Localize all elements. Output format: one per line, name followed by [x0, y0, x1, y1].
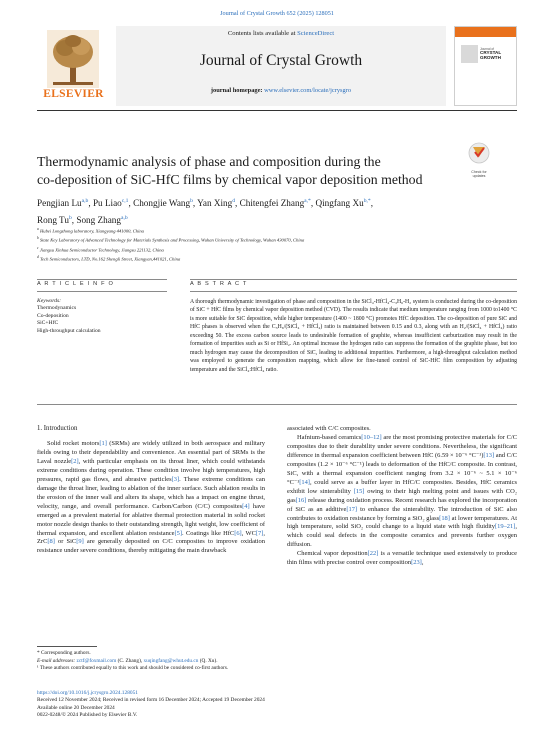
- journal-info-box: [116, 26, 446, 106]
- citation-link[interactable]: [9]: [76, 538, 84, 546]
- citation-link[interactable]: [16]: [295, 496, 307, 504]
- header-rule: [37, 110, 517, 111]
- intro-paragraph-cont: associated with C/C composites.: [287, 425, 371, 432]
- cover-title-word1: CRYSTAL: [480, 50, 502, 55]
- author-sep: ,: [71, 215, 77, 226]
- author[interactable]: [240, 198, 316, 208]
- author[interactable]: [133, 198, 197, 208]
- text-run: are the most promising protective materials for C/C composites due to their durability under severe conditions. Nevertheless, the significant difference in thermal expansion coefficient between HfC (6.59 × 10⁻⁶ °C⁻¹): [287, 433, 517, 459]
- email-link-2[interactable]: xuqingfang@whut.edu.cn: [143, 657, 199, 664]
- footnote-rule: [37, 646, 97, 647]
- text-run: have emerged as a prevalent material for ablative thermal protection material in solid rocket motor nozzle design thanks to their outstanding strength, light weight, low coefficient of thermal expansion, and excellent ablation resistance: [37, 502, 265, 537]
- intro-paragraph-3: [287, 550, 517, 568]
- author-name: Yan Xing: [197, 198, 233, 209]
- affiliation-text: State Key Laboratory of Advanced Technology for Materials Synthesis and Processing, Wuhan University of Technology, Wuhan 430070, China: [39, 237, 305, 243]
- check-for-updates-badge[interactable]: [466, 141, 492, 178]
- journal-cover-thumbnail[interactable]: [454, 26, 517, 106]
- author-sep: ,: [88, 198, 93, 209]
- citation-link[interactable]: [19–21]: [495, 523, 516, 531]
- text-run: or SiC: [54, 538, 77, 546]
- email-label: E-mail addresses:: [37, 657, 77, 664]
- journal-title[interactable]: Journal of Crystal Growth: [199, 52, 363, 69]
- author-name: Pengjian Lu: [37, 198, 82, 209]
- affiliation: [37, 254, 507, 263]
- text-run: , WC: [241, 529, 256, 537]
- article-info-heading: A R T I C L E I N F O: [37, 281, 115, 287]
- intro-paragraph-1: [37, 440, 265, 556]
- author[interactable]: [37, 198, 93, 208]
- homepage-link[interactable]: www.elsevier.com/locate/jcrysgro: [264, 87, 352, 94]
- affiliation: [37, 235, 507, 244]
- text-run: Hafnium-based ceramics: [297, 433, 362, 441]
- citation-link[interactable]: [8]: [47, 538, 55, 546]
- journal-citation[interactable]: Journal of Crystal Growth 652 (2025) 128051: [220, 10, 334, 17]
- check-updates-line1: Check for: [471, 170, 487, 174]
- affiliation-sup: d: [37, 254, 39, 259]
- text-run: , with particular emphasis on its throat liner, which could withstands extreme conditions during operation. These condition involve high temperatures, high pressures, rapid gas flows, and abrasive particles: [37, 457, 266, 483]
- citation-link[interactable]: [18]: [439, 514, 450, 522]
- author-sup: b: [190, 198, 193, 204]
- abstract-end-rule: [37, 404, 517, 405]
- citation-link[interactable]: [3]: [171, 475, 180, 483]
- abstract-rule-bottom: [190, 291, 517, 292]
- text-run: and C/C composites (1.2 × 10⁻⁶ °C⁻¹) leads to deformation of the HfC/C composite. In contrast, SiC, with a thermal expansion coefficient ranging from 3.2 × 10⁻⁶ ~ 5.1 × 10⁻⁶ °C⁻¹: [287, 451, 518, 486]
- intro-paragraph-2: [287, 434, 517, 550]
- text-run: (SRMs) are widely utilized in both aerospace and military fields owing to their dependability and convenience. An essential part of SRMs is the Laval nozzle: [37, 440, 266, 465]
- copyright: 0022-0248/© 2024 Published by Elsevier B.V.: [37, 712, 138, 719]
- author[interactable]: [315, 198, 373, 208]
- article-info-rule-top: [37, 279, 167, 280]
- corresponding-author-note: * Corresponding authors.: [37, 650, 91, 656]
- keywords-label: Keywords:: [37, 298, 62, 304]
- author[interactable]: [93, 198, 133, 208]
- text-run: Chemical vapor deposition: [297, 550, 368, 558]
- elsevier-logo[interactable]: [37, 26, 110, 106]
- elsevier-tree-icon: [47, 30, 99, 88]
- text-run: , could serve as a buffer layer in HfC/C composites. Besides, HfC ceramics exhibit low sinterability: [287, 478, 517, 495]
- author-sup: c,1: [121, 198, 129, 204]
- keyword: High-throughput calculation: [37, 327, 101, 334]
- author-name: Chitengfei Zhang: [239, 198, 305, 209]
- author-sep: ,: [370, 198, 373, 209]
- author[interactable]: [37, 215, 76, 225]
- affiliation-text: Tech Semiconductors, LTD, No.162 Shengli Street, Xiangyan,441021, China: [39, 256, 181, 262]
- doi-link[interactable]: https://doi.org/10.1016/j.jcrysgro.2024.128051: [37, 690, 138, 696]
- article-footer: [37, 690, 437, 720]
- author-sup: b,*: [363, 198, 371, 204]
- author-sep: ,: [310, 198, 316, 209]
- author[interactable]: [197, 198, 239, 208]
- publisher-name: ELSEVIER: [43, 88, 104, 100]
- keyword: Co-deposition: [37, 312, 69, 319]
- author-sup: d: [232, 198, 236, 204]
- citation-link[interactable]: [23]: [411, 559, 422, 567]
- journal-homepage: [116, 87, 446, 94]
- footnotes: [37, 650, 437, 673]
- affiliations: [37, 226, 507, 263]
- affiliation-sup: b: [37, 236, 39, 241]
- citation-link[interactable]: [10–12]: [361, 433, 382, 441]
- text-run: ,: [421, 559, 424, 567]
- article-title: [37, 153, 457, 188]
- contents-line: [116, 30, 446, 37]
- author[interactable]: [76, 215, 127, 225]
- keyword: SiC+HfC: [37, 320, 59, 327]
- sciencedirect-link[interactable]: ScienceDirect: [297, 30, 335, 37]
- keywords-block: [37, 298, 167, 335]
- received-dates: Received 12 November 2024; Received in revised form 16 December 2024; Accepted 19 December 2024: [37, 697, 265, 704]
- author-sep: ,: [192, 198, 198, 209]
- abstract-text: A thorough thermodynamic investigation of phase and composition in the SiCl₄-HfCl₄-C₃H₆-H₂ system is conducted during the co-deposition of SiC + HfC films by chemical vapor deposition method (CVD). The results indicate that medium temperature ranging from 1000 to1400 °C is more suitable for SiC deposition, while higher temperature (1400 ~ 1800 °C) promotes HfC deposition. The co-deposition of pure SiC and HfC phases is observed when the C₃H₆/(SiCl₄ + HfCl₄) ratio is maintained between 0.15 and 0.3, along with an H₂/(SiCl₄ + HfCl₄) ratio exceeding 50. The excess carbon source leads to undesirable formation of graphite, whereas insufficient carburization may result in the formation of impurities such as Si or HfSi₂. An optimal increase the hydrogen ratio can suppress the formation of the graphite phase, but too much hydrogen may cause the decomposition of SiC, leading to additional impurities. Furthermore, a high-throughput calculation method was employed to generate the composition mapping, which allow for fine-tuned control of SiC-HfC film composition by adjusting temperature and the SiCl₄:HfCl₄ ratio.: [190, 299, 517, 373]
- citation-link[interactable]: [15]: [353, 487, 365, 495]
- citation-link[interactable]: [1]: [99, 440, 107, 447]
- abstract-rule-top: [190, 279, 517, 280]
- text-run: is a versatile technique used extensively to produce thin films with precise control over composition: [287, 550, 517, 567]
- text-run: . These extreme conditions can damage the throat liner, leading to ablation of the inner surface. Such ablation results in the erosion of the inner wall and alters its shape, which has a impact on engine thrust, velocity, range, and overall performance. Carbon/Carbon (C/C) composites: [37, 475, 265, 510]
- citation-link[interactable]: [14]: [299, 478, 310, 486]
- check-updates-icon: [466, 141, 492, 165]
- citation-link[interactable]: [22]: [367, 550, 379, 558]
- author-sup: a,*: [304, 198, 311, 204]
- citation-link[interactable]: [4]: [242, 502, 250, 510]
- citation-link[interactable]: [5]: [174, 529, 183, 537]
- author-name: Song Zhang: [76, 215, 121, 226]
- text-run: owing to their high melting point and issues with CO₂ gas: [287, 487, 517, 504]
- email-note-1: (C. Zhang),: [116, 657, 144, 664]
- citation-link[interactable]: [7]: [255, 529, 264, 537]
- author-sup: b: [68, 215, 72, 222]
- author-name: Rong Tu: [37, 215, 69, 226]
- article-title-line2: co-deposition of SiC-HfC films by chemical vapor deposition method: [37, 171, 423, 187]
- affiliation-text: Jiangsu Xinhua Semiconductor Technology, Jiangsu 221132, China: [39, 247, 164, 253]
- cover-title-word2: GROWTH: [480, 54, 501, 60]
- journal-banner: [37, 26, 517, 106]
- article-title-line1: Thermodynamic analysis of phase and composition during the: [37, 154, 381, 169]
- cover-title-prefix: Journal of: [480, 47, 494, 51]
- text-run: to enhance the sinterability. The introduction of SiC also contributes to oxidation resistance by forming a SiO₂ glass: [287, 505, 517, 522]
- author-sep: ,: [128, 198, 134, 209]
- citation-link[interactable]: [13]: [483, 451, 495, 459]
- affiliation: [37, 245, 507, 254]
- text-run: Solid rocket motors: [47, 440, 100, 447]
- check-updates-line2: updates: [472, 174, 486, 178]
- author-name: Chongjie Wang: [133, 198, 191, 209]
- text-run: are generally deposited on C/C composites to improve oxidation resistance under severe conditions, thereby mitigating the main drawback: [37, 538, 265, 555]
- citation-link[interactable]: [17]: [346, 505, 358, 513]
- text-run: , which could seal defects in the composite ceramics and prevents further oxygen diffusion.: [287, 523, 517, 549]
- author-name: Pu Liao: [92, 198, 122, 209]
- email-note-2: (Q. Xu).: [198, 657, 218, 664]
- text-run: release during oxidation process. Recent research has explored the incorporation of SiC as an additive: [287, 496, 517, 513]
- homepage-prefix: journal homepage:: [210, 87, 265, 94]
- author-sup: a,b: [81, 198, 89, 204]
- affiliation: [37, 226, 507, 235]
- cover-band: [455, 27, 516, 37]
- author-sup: a,b: [121, 215, 128, 222]
- text-run: , ZrC: [37, 529, 265, 546]
- contents-prefix: Contents lists available at: [227, 30, 298, 37]
- citation-link[interactable]: [6]: [234, 529, 242, 537]
- email-link-1[interactable]: zctf@foxmail.com: [76, 657, 117, 664]
- author-name: Qingfang Xu: [315, 198, 364, 209]
- text-run: at lower temperatures. At high temperature, solid SiO₂ could change to a liquid state with high fluidity: [287, 514, 517, 531]
- affiliation-sup: c: [37, 245, 39, 250]
- article-info-rule-bottom: [37, 291, 167, 292]
- author-sep: ,: [235, 198, 240, 209]
- affiliation-text: Hubei Longzhong laboratory, Xiangyang 441000, China: [39, 228, 144, 234]
- cover-title: [480, 51, 501, 61]
- author-list: [37, 194, 507, 228]
- online-date: Available online 20 December 2024: [37, 704, 115, 711]
- equal-contribution-note: ¹ These authors contributed equally to this work and should be considered co-first authors.: [37, 665, 229, 672]
- text-run: . Coatings like HfC: [182, 529, 235, 537]
- introduction-heading: 1. Introduction: [37, 425, 78, 432]
- cover-image-placeholder: [461, 45, 478, 63]
- abstract-heading: A B S T R A C T: [190, 281, 248, 287]
- keyword: Thermodynamics: [37, 305, 77, 312]
- citation-link[interactable]: [2]: [71, 457, 79, 465]
- body-column-left: [37, 440, 265, 556]
- affiliation-sup: a: [37, 227, 39, 231]
- body-column-right: [287, 425, 517, 568]
